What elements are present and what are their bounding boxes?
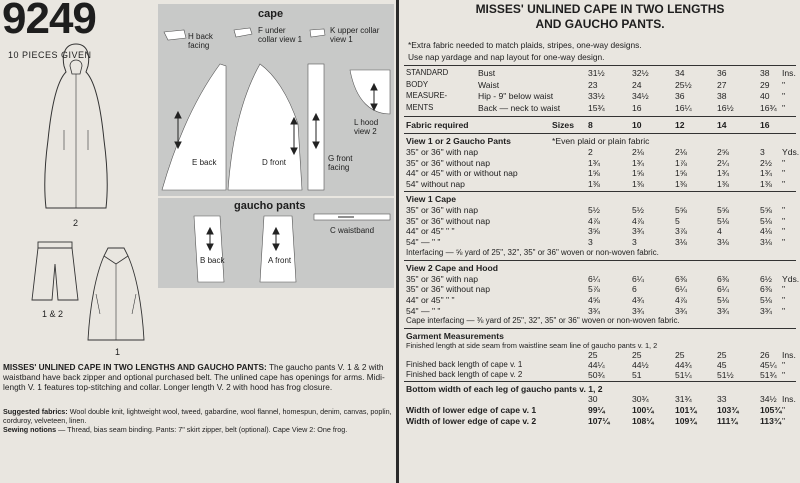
value-cell: 24 — [632, 79, 642, 90]
unit: " — [782, 91, 786, 101]
unit: " — [782, 416, 786, 427]
value-cell: 1¾ — [760, 168, 772, 179]
value-cell: 5½ — [588, 204, 600, 215]
measurement-row — [402, 80, 800, 91]
value-cell: 2⅛ — [675, 147, 687, 157]
unit: Yds. — [782, 147, 800, 157]
piece-text: waistband — [338, 226, 375, 235]
rule — [404, 65, 796, 66]
value-cell: 12 — [675, 120, 685, 130]
yardage-chart — [402, 0, 800, 483]
value-cell: 3⅛ — [717, 236, 729, 247]
value-cell: 3⅛ — [675, 236, 687, 247]
rule — [404, 260, 796, 261]
unit: Yds. — [782, 273, 800, 284]
piece-id: E — [192, 158, 198, 167]
row-label: 35" or 36" with nap — [406, 147, 479, 157]
body-label: BODY — [406, 79, 429, 89]
value-cell: 38 — [717, 91, 727, 101]
value-cell: 4⅛ — [760, 226, 772, 237]
yardage-row — [402, 168, 800, 179]
piece-id: G — [328, 154, 335, 163]
rule — [404, 191, 796, 192]
value-cell: 109¾ — [675, 416, 697, 427]
value-cell: 108¼ — [632, 416, 654, 427]
pieces-given: 10 PIECES GIVEN — [8, 50, 92, 60]
value-cell: 45 — [717, 360, 727, 371]
value-cell: 6⅜ — [717, 273, 729, 284]
row-label: 54" — " " — [406, 236, 441, 247]
suggested-fabrics — [3, 407, 395, 434]
panel-divider — [396, 0, 399, 483]
value-cell: 3¾ — [632, 226, 644, 237]
rule — [404, 381, 796, 382]
row-label: Back — neck to waist — [478, 102, 561, 113]
value-cell: 5 — [675, 215, 680, 226]
piece-id: B — [200, 256, 206, 265]
unit: " — [782, 236, 786, 247]
value-cell: 31¾ — [675, 394, 692, 405]
piece-text: back — [199, 158, 217, 167]
unit: " — [782, 102, 786, 113]
piece-text: upper collar view 1 — [330, 26, 380, 44]
unit: " — [782, 370, 786, 381]
yardage-row — [402, 306, 800, 317]
garment-note-text: Finished length at side seam from waistline seam line of gaucho pants v. 1, 2 — [406, 341, 658, 351]
value-cell: 99¼ — [588, 405, 605, 416]
value-cell: 26 — [760, 350, 770, 361]
value-cell: 1⅜ — [675, 179, 687, 190]
value-cell: 5⅛ — [760, 215, 772, 226]
fabrics-text: Wool double knit, lightweight wool, tweed, gabardine, wool flannel, homespun, denim, canvas, poplin, corduroy, velveteen, linen. — [3, 407, 392, 425]
value-cell: 30 — [588, 394, 598, 405]
piece-label-f — [258, 26, 302, 44]
value-cell: 44½ — [632, 360, 649, 371]
value-cell: 6¼ — [632, 273, 644, 284]
value-cell: 1⅜ — [588, 179, 600, 190]
value-cell: 5⅝ — [675, 204, 687, 215]
rule — [404, 328, 796, 329]
piece-label-g — [328, 154, 362, 172]
piece-text: front facing — [328, 154, 353, 172]
row-label: 35" or 36" without nap — [406, 284, 490, 295]
value-cell: 5⅝ — [760, 204, 772, 215]
fabric-required-header — [402, 120, 800, 131]
value-cell: 1⅝ — [675, 168, 687, 179]
value-cell: 16½ — [717, 102, 734, 113]
piece-label-b — [200, 256, 230, 265]
value-cell: 51¼ — [675, 370, 692, 381]
row-label: Finished back length of cape v. 1 — [406, 360, 523, 370]
piece-label-l — [354, 118, 394, 136]
body-label: STANDARD — [406, 68, 449, 77]
pattern-description — [3, 362, 395, 392]
value-cell: 50¾ — [588, 370, 605, 381]
view-1-cape-illustration — [86, 244, 146, 344]
value-cell: 25½ — [675, 79, 692, 90]
gaucho-pants-illustration — [30, 240, 80, 304]
value-cell: 30¾ — [632, 394, 649, 405]
yardage-row — [402, 295, 800, 306]
bottom-width-row — [402, 394, 800, 405]
value-cell: 16¾ — [760, 102, 777, 113]
section-heading — [402, 136, 800, 147]
piece-text: back — [207, 256, 225, 265]
value-cell: 3¾ — [760, 305, 772, 316]
value-cell: 1¾ — [632, 157, 644, 168]
value-cell: 25 — [717, 350, 727, 361]
sizes-label: Sizes — [552, 120, 574, 130]
piece-label-d — [262, 158, 292, 167]
section-title: View 2 Cape and Hood — [406, 262, 499, 273]
row-label: Width of lower edge of cape v. 1 — [406, 405, 537, 416]
value-cell: 27 — [717, 79, 727, 90]
unit: Ins. — [782, 68, 796, 78]
piece-id: F — [258, 26, 263, 35]
value-cell: 3⅛ — [760, 236, 772, 247]
piece-label-e — [192, 158, 222, 167]
value-cell: 45¼ — [760, 360, 777, 371]
notions-text: — Thread, bias seam binding. Pants: 7" skirt zipper, belt (optional). Cape View 2: One frog. — [56, 425, 348, 434]
value-cell: 15¾ — [588, 102, 605, 113]
row-label: Waist — [478, 79, 500, 90]
value-cell: 101¾ — [675, 405, 697, 416]
section-note: *Even plaid or plain fabric — [552, 136, 650, 146]
chart-title-line-1: MISSES' UNLINED CAPE IN TWO LENGTHS — [475, 2, 725, 16]
piece-text: under collar view 1 — [258, 26, 303, 44]
value-cell: 1⅜ — [632, 179, 644, 190]
value-cell: 51¾ — [760, 370, 777, 381]
yardage-row — [402, 205, 800, 216]
unit: " — [782, 360, 786, 371]
yardage-row — [402, 147, 800, 158]
piece-id: H — [188, 32, 194, 41]
value-cell: 40 — [760, 91, 770, 101]
value-cell: 4⅝ — [588, 295, 600, 305]
value-cell: 51½ — [717, 370, 734, 381]
value-cell: 34½ — [760, 394, 777, 405]
view-1-2-label: 1 & 2 — [42, 309, 64, 319]
unit: Ins. — [782, 350, 796, 361]
row-label: 54" without nap — [406, 179, 465, 190]
section-heading — [402, 194, 800, 205]
value-cell: 6 — [632, 284, 637, 295]
section-title: View 1 Cape — [406, 193, 456, 204]
row-label: Hip - 9" below waist — [478, 91, 554, 101]
unit: " — [782, 284, 786, 295]
value-cell: 25 — [675, 350, 685, 361]
value-cell: 113¾ — [760, 416, 782, 427]
value-cell: 4 — [717, 226, 722, 237]
view-1-label: 1 — [115, 347, 121, 357]
value-cell: 1¾ — [588, 157, 600, 168]
unit: Ins. — [782, 394, 796, 405]
fabric-required: Fabric required — [406, 120, 469, 130]
value-cell: 23 — [588, 79, 598, 90]
lower-edge-row — [402, 405, 800, 416]
value-cell: 3⅞ — [675, 226, 687, 237]
section-footer — [402, 316, 800, 327]
value-cell: 5⅞ — [588, 284, 600, 295]
value-cell: 36 — [717, 68, 727, 78]
value-cell: 34½ — [632, 91, 649, 101]
bottom-title: Bottom width of each leg of gaucho pants v. 1, 2 — [406, 384, 603, 395]
notions-label: Sewing notions — [3, 425, 57, 434]
unit: " — [782, 405, 786, 416]
value-cell: 34 — [675, 68, 685, 78]
value-cell: 3⅝ — [588, 226, 600, 237]
value-cell: 1⅜ — [717, 179, 729, 190]
unit: " — [782, 226, 786, 237]
row-label: Width of lower edge of cape v. 2 — [406, 416, 537, 427]
yardage-row — [402, 284, 800, 295]
value-cell: 29 — [760, 79, 770, 90]
unit: " — [782, 204, 786, 215]
value-cell: 6¼ — [588, 273, 600, 284]
value-cell: 25 — [632, 350, 642, 361]
footer-text: Cape interfacing — ⅜ yard of 25", 32", 35" or 36" woven or non-woven fabric. — [406, 316, 680, 326]
value-cell: 1⅝ — [588, 168, 600, 179]
row-label: Bust — [478, 68, 496, 78]
value-cell: 6¼ — [717, 284, 729, 295]
piece-id: D — [262, 158, 268, 167]
value-cell: 5⅛ — [717, 295, 729, 305]
body-label: MENTS — [406, 102, 434, 112]
fabrics-label: Suggested fabrics: — [3, 407, 68, 416]
value-cell: 5½ — [632, 204, 644, 215]
piece-text: front — [270, 158, 287, 167]
rule — [404, 116, 796, 117]
yardage-row — [402, 158, 800, 169]
garment-title: Garment Measurements — [406, 331, 504, 342]
value-cell: 3 — [760, 147, 765, 157]
lower-edge-row — [402, 416, 800, 427]
unit: " — [782, 215, 786, 226]
value-cell: 2½ — [760, 157, 772, 168]
body-label: MEASURE- — [406, 91, 448, 100]
value-cell: 51 — [632, 370, 642, 381]
value-cell: 1⅝ — [632, 168, 644, 179]
value-cell: 4⅞ — [632, 215, 644, 226]
value-cell: 33 — [717, 394, 727, 405]
unit: " — [782, 168, 786, 179]
value-cell: 5⅝ — [717, 204, 729, 215]
value-cell: 38 — [760, 68, 770, 78]
row-label: 35" or 36" without nap — [406, 157, 490, 168]
unit: " — [782, 305, 786, 316]
description-heading: MISSES' UNLINED CAPE IN TWO LENGTHS AND GAUCHO PANTS: — [3, 362, 267, 372]
value-cell: 25 — [588, 350, 598, 361]
cape-diagram-title: cape — [258, 8, 284, 20]
measurement-row — [402, 68, 800, 79]
view-2-label: 2 — [73, 218, 79, 228]
pattern-number: 9249 — [2, 0, 96, 43]
piece-label-k — [330, 26, 382, 44]
value-cell: 36 — [675, 91, 685, 101]
value-cell: 2⅝ — [717, 147, 729, 157]
description-text: The gaucho pants V. 1 & 2 with waistband have back zipper and optional purchased belt. The unlined cape has openings for arms. Midi-length V. 1 features top-stitching and collar. Longer length V. 2 with hood has frog closure. — [3, 362, 385, 392]
nap-note: Use nap yardage and nap layout for one-way design. — [408, 52, 605, 62]
value-cell: 3 — [588, 236, 593, 247]
gaucho-pieces-drawing — [158, 198, 394, 288]
extra-fabric-note: *Extra fabric needed to match plaids, stripes, one-way designs. — [408, 40, 642, 50]
value-cell: 16¼ — [675, 102, 692, 113]
value-cell: 6⅜ — [760, 284, 772, 295]
measurement-row — [402, 91, 800, 102]
value-cell: 3 — [632, 236, 637, 247]
value-cell: 8 — [588, 120, 593, 130]
chart-title-line-2: AND GAUCHO PANTS. — [535, 17, 665, 31]
value-cell: 4¾ — [632, 295, 644, 305]
value-cell: 44¼ — [588, 360, 605, 371]
value-cell: 2⅛ — [632, 147, 644, 157]
row-label: 44" or 45" with or without nap — [406, 168, 518, 179]
value-cell: 3¾ — [588, 305, 600, 316]
value-cell: 1⅞ — [675, 157, 687, 168]
unit: " — [782, 295, 786, 305]
piece-label-c — [330, 226, 380, 235]
value-cell: 4⅞ — [675, 295, 687, 305]
gaucho-diagram-title: gaucho pants — [234, 200, 306, 212]
value-cell: 2¼ — [717, 157, 729, 168]
piece-text: front — [275, 256, 292, 265]
rule — [404, 133, 796, 134]
row-label: 44" or 45" " " — [406, 226, 455, 237]
value-cell: 16 — [760, 120, 770, 130]
value-cell: 33½ — [588, 91, 605, 101]
section-heading — [402, 263, 800, 274]
value-cell: 5⅛ — [760, 295, 772, 305]
footer-text: Interfacing — ⅝ yard of 25", 32", 35" or 36" woven or non-woven fabric. — [406, 247, 659, 257]
gaucho-pattern-layout — [158, 198, 394, 288]
piece-text: back facing — [188, 32, 213, 50]
value-cell: 14 — [717, 120, 727, 130]
value-cell: 1¾ — [717, 168, 729, 179]
value-cell: 6⅜ — [675, 273, 687, 284]
unit: " — [782, 179, 786, 190]
value-cell: 100¼ — [632, 405, 654, 416]
value-cell: 16 — [632, 102, 642, 113]
value-cell: 4⅞ — [588, 215, 600, 226]
piece-id: A — [268, 256, 273, 265]
value-cell: 105¾ — [760, 405, 782, 416]
cape-pattern-layout — [158, 4, 394, 196]
yardage-row — [402, 237, 800, 248]
yardage-row — [402, 179, 800, 190]
yardage-row — [402, 274, 800, 285]
view-2-cape-illustration — [40, 40, 112, 215]
value-cell: 5⅛ — [717, 215, 729, 226]
value-cell: 6¼ — [675, 284, 687, 295]
row-label: 35" or 36" with nap — [406, 273, 479, 284]
unit: " — [782, 157, 786, 168]
value-cell: 32½ — [632, 68, 649, 78]
piece-text: hood view 2 — [354, 118, 379, 136]
piece-id: K — [330, 26, 336, 35]
value-cell: 103¾ — [717, 405, 739, 416]
piece-label-a — [268, 256, 298, 265]
value-cell: 111¾ — [717, 416, 738, 427]
value-cell: 107¼ — [588, 416, 610, 427]
piece-id: L — [354, 118, 359, 127]
value-cell: 10 — [632, 120, 642, 130]
yardage-row — [402, 226, 800, 237]
row-label: 35" or 36" with nap — [406, 204, 479, 215]
row-label: 54" — " " — [406, 305, 441, 316]
value-cell: 31½ — [588, 68, 605, 78]
value-cell: 6½ — [760, 273, 772, 284]
garment-row — [402, 370, 800, 381]
piece-id: C — [330, 226, 336, 235]
row-label: Finished back length of cape v. 2 — [406, 370, 523, 380]
yardage-row — [402, 216, 800, 227]
value-cell: 44¾ — [675, 360, 692, 371]
left-panel — [0, 0, 396, 483]
value-cell: 3¾ — [632, 305, 644, 316]
measurement-row — [402, 103, 800, 114]
section-footer — [402, 248, 800, 259]
section-title: View 1 or 2 Gaucho Pants — [406, 136, 511, 146]
row-label: 44" or 45" " " — [406, 295, 455, 305]
piece-label-h — [188, 32, 228, 50]
value-cell: 2 — [588, 147, 593, 157]
value-cell: 1⅜ — [760, 179, 772, 190]
value-cell: 3¾ — [717, 305, 729, 316]
value-cell: 3¾ — [675, 305, 687, 316]
unit: " — [782, 79, 786, 90]
row-label: 35" or 36" without nap — [406, 215, 490, 226]
